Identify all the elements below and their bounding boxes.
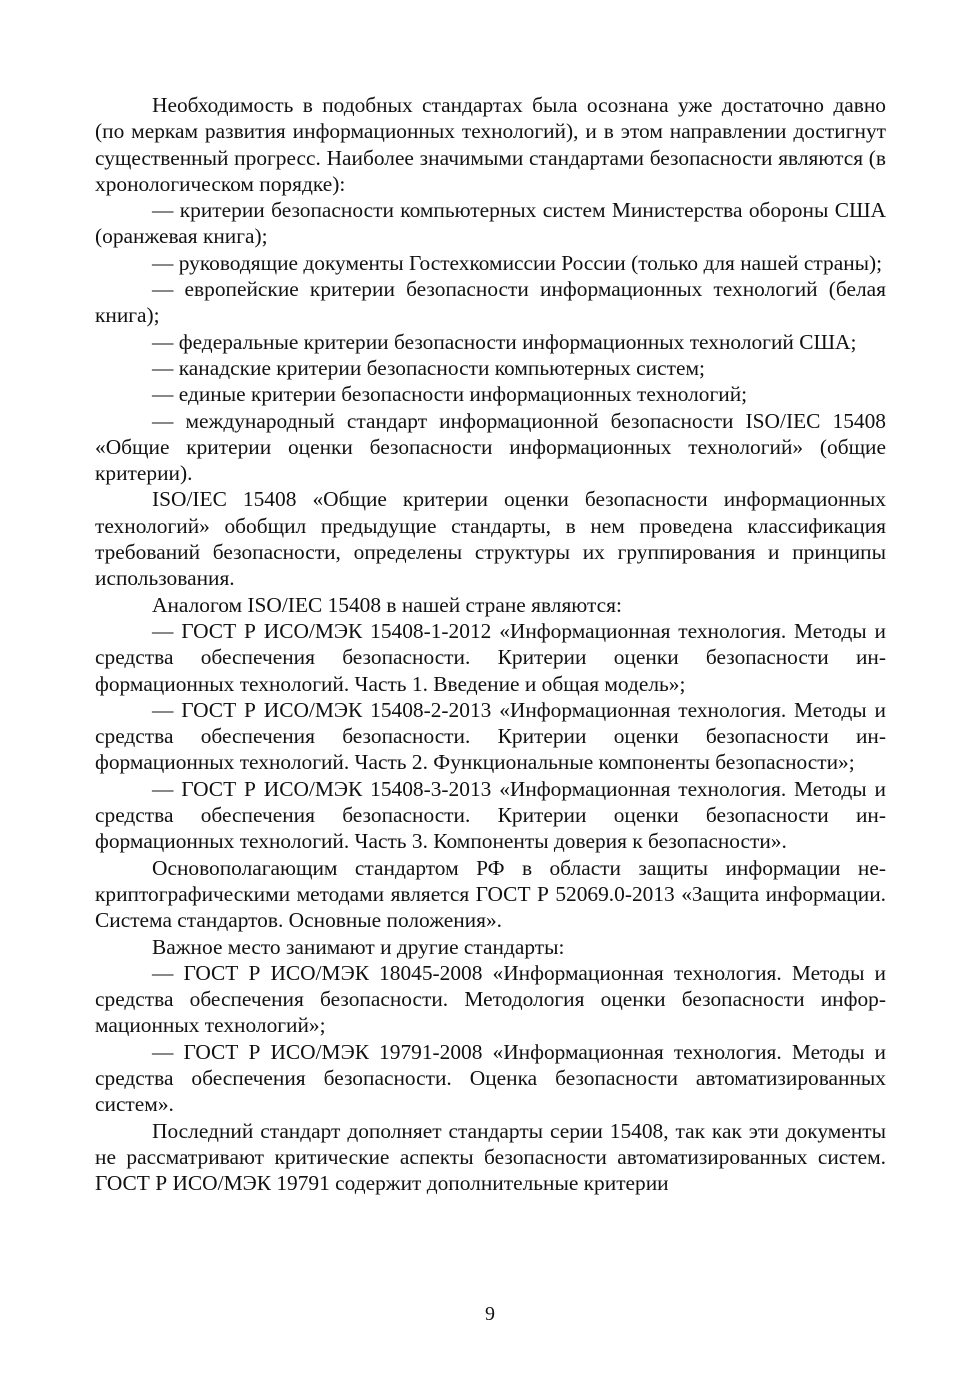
list-item-gost-15408-3: — ГОСТ Р ИСО/МЭК 15408-3-2013 «Информационная технология. Методы и средства обеспечения безопасности. Критерии оценки безопасности информационных технологий. Часть 3. Компоненты доверия к безопасности».	[95, 776, 886, 854]
list-item-white-book: — европейские критерии безопасности информационных технологий (белая книга);	[95, 277, 886, 328]
paragraph-iso-15408-summary: ISO/IEC 15408 «Общие критерии оценки безопасности информационных технологий» обобщил предыдущие стандарты, в нем проведена классификация требований безопасности, определены структуры их группирования и принципы использования.	[95, 487, 886, 591]
list-item-gost-19791: — ГОСТ Р ИСО/МЭК 19791-2008 «Информационная технология. Методы и средства обеспечения безопасности. Оценка безопасности автоматизированных систем».	[95, 1039, 886, 1117]
paragraph-other-standards: Важное место занимают и другие стандарты:	[152, 934, 565, 959]
paragraph-last-standard: Последний стандарт дополняет стандарты серии 15408, так как эти документы не рассматривают критические аспекты безопасности автоматизированных систем. ГОСТ Р ИСО/МЭК 19791 содержит дополнительные критерии	[95, 1118, 886, 1196]
list-item-gost-15408-2: — ГОСТ Р ИСО/МЭК 15408-2-2013 «Информационная технология. Методы и средства обеспечения безопасности. Критерии оценки безопасности информационных технологий. Часть 2. Функциональные компоненты безопасности»;	[95, 697, 886, 775]
page-body	[95, 92, 886, 1196]
list-item-orange-book: — критерии безопасности компьютерных систем Министерства обороны США (оранжевая книга);	[95, 198, 886, 249]
paragraph-intro: Необходимость в подобных стандартах была осознана уже достаточно давно (по меркам развития информационных технологий), и в этом направлении достигнут существенный прогресс. Наиболее значимыми стандартами безопасности являются (в хронологическом порядке):	[95, 93, 886, 196]
page-number: 9	[485, 1303, 495, 1325]
list-item-iso-15408: — международный стандарт информационной безопасности ISO/IEC 15408 «Общие критерии оценки безопасности информационных технологий» (общие критерии).	[95, 408, 886, 486]
paragraph-analogues: Аналогом ISO/IEC 15408 в нашей стране являются:	[152, 592, 622, 617]
list-item-common-criteria: — единые критерии безопасности информационных технологий;	[152, 382, 748, 407]
list-item-canadian-criteria: — канадские критерии безопасности компьютерных систем;	[152, 355, 705, 380]
list-item-gost-18045: — ГОСТ Р ИСО/МЭК 18045-2008 «Информационная технология. Методы и средства обеспечения безопасности. Методология оценки безопасности информационных технологий»;	[95, 960, 886, 1038]
paragraph-gost-52069: Основополагающим стандартом РФ в области защиты информации некриптографическими методами является ГОСТ Р 52069.0-2013 «Защита информации. Система стандартов. Основные положения».	[95, 855, 886, 933]
list-item-gost-15408-1: — ГОСТ Р ИСО/МЭК 15408-1-2012 «Информационная технология. Методы и средства обеспечения безопасности. Критерии оценки безопасности информационных технологий. Часть 1. Введение и общая модель»;	[95, 618, 886, 696]
list-item-federal-criteria: — федеральные критерии безопасности информационных технологий США;	[152, 329, 857, 354]
list-item-gostekhkomissiya: — руководящие документы Гостехкомиссии России (только для нашей страны);	[152, 250, 883, 275]
